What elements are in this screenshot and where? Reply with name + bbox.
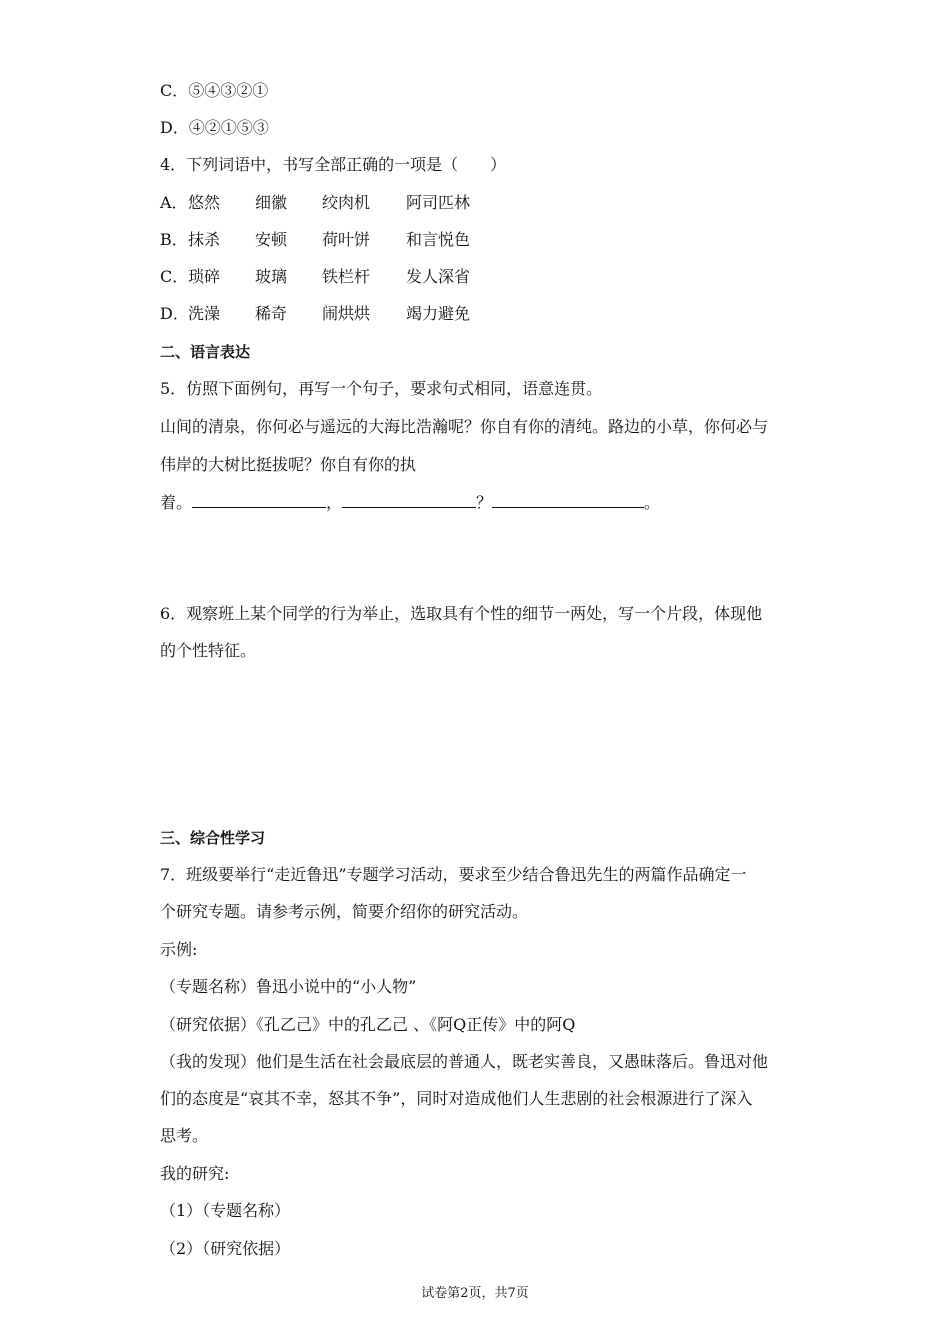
q6-stem-line: 6．观察班上某个同学的行为举止，选取具有个性的细节一两处，写一个片段，体现他 [160, 604, 763, 623]
answer-blank-3[interactable] [492, 491, 644, 508]
option-word: 和言悦色 [406, 230, 471, 249]
q7-example-topic: （专题名称）鲁迅小说中的“小人物” [160, 977, 417, 996]
q3-option-c [160, 80, 268, 102]
option-label: A． [160, 193, 188, 212]
separator: ， [326, 493, 343, 512]
option-word: 闹烘烘 [322, 304, 371, 323]
q7-stem-line: 个研究专题。请参考示例，简要介绍你的研究活动。 [160, 902, 529, 921]
section-heading-language: 二、语言表达 [160, 343, 251, 361]
option-label: D． [160, 304, 189, 323]
answer-blank-1[interactable] [192, 491, 326, 508]
option-label: D． [160, 118, 189, 137]
answer-blank-2[interactable] [342, 491, 476, 508]
option-word: 阿司匹林 [406, 193, 471, 212]
section-heading-comprehensive: 三、综合性学习 [160, 829, 266, 847]
option-word: 安顿 [255, 230, 288, 249]
separator: 。 [644, 493, 661, 512]
option-label: B． [160, 230, 188, 249]
option-label: C． [160, 81, 189, 100]
q3-option-d [160, 117, 269, 139]
option-text: ⑤④③②① [188, 81, 269, 100]
option-label: C． [160, 267, 189, 286]
option-word: 荷叶饼 [322, 230, 371, 249]
option-word: 发人深省 [406, 267, 471, 286]
option-word: 抹杀 [188, 230, 221, 249]
option-word: 绞肉机 [322, 193, 371, 212]
option-word: 玻璃 [255, 267, 288, 286]
q7-my-research-label: 我的研究: [160, 1164, 230, 1183]
q7-example-finding: 思考。 [160, 1126, 209, 1145]
q5-example-line: 山间的清泉，你何必与遥远的大海比浩瀚呢？你自有你的清纯。路边的小草，你何必与 [160, 417, 769, 436]
q6-stem-line: 的个性特征。 [160, 641, 257, 660]
option-word: 稀奇 [255, 304, 288, 323]
option-text: ④②①⑤③ [188, 118, 269, 137]
q7-example-label: 示例: [160, 940, 198, 959]
option-word: 悠然 [188, 193, 221, 212]
q5-answer-line [160, 491, 660, 514]
option-word: 细徽 [255, 193, 288, 212]
q5-answer-start: 着。 [160, 493, 193, 512]
option-word: 琐碎 [188, 267, 221, 286]
q7-item-topic: （1）（专题名称） [160, 1201, 291, 1220]
q7-example-finding: （我的发现）他们是生活在社会最底层的普通人，既老实善良，又愚昧落后。鲁迅对他 [160, 1052, 769, 1071]
option-word: 铁栏杆 [322, 267, 371, 286]
option-word: 洗澡 [188, 304, 221, 323]
separator: ？ [476, 493, 493, 512]
q5-stem: 5．仿照下面例句，再写一个句子，要求句式相同，语意连贯。 [160, 379, 603, 398]
option-word: 竭力避免 [406, 304, 471, 323]
q7-stem-line: 7．班级要举行“走近鲁迅”专题学习活动，要求至少结合鲁迅先生的两篇作品确定一 [160, 865, 747, 884]
q7-example-finding: 们的态度是“哀其不幸，怒其不争”，同时对造成他们人生悲剧的社会根源进行了深入 [160, 1089, 753, 1108]
q7-example-basis: （研究依据）《孔乙己》中的孔乙己 、《阿Q正传》中的阿Q [160, 1015, 576, 1034]
q4-stem: 4．下列词语中，书写全部正确的一项是（ ） [160, 155, 507, 174]
page-footer: 试卷第2页，共7页 [421, 1286, 529, 1301]
q5-example-line: 伟岸的大树比挺拔呢？你自有你的执 [160, 455, 417, 474]
q7-item-basis: （2）（研究依据） [160, 1239, 291, 1258]
